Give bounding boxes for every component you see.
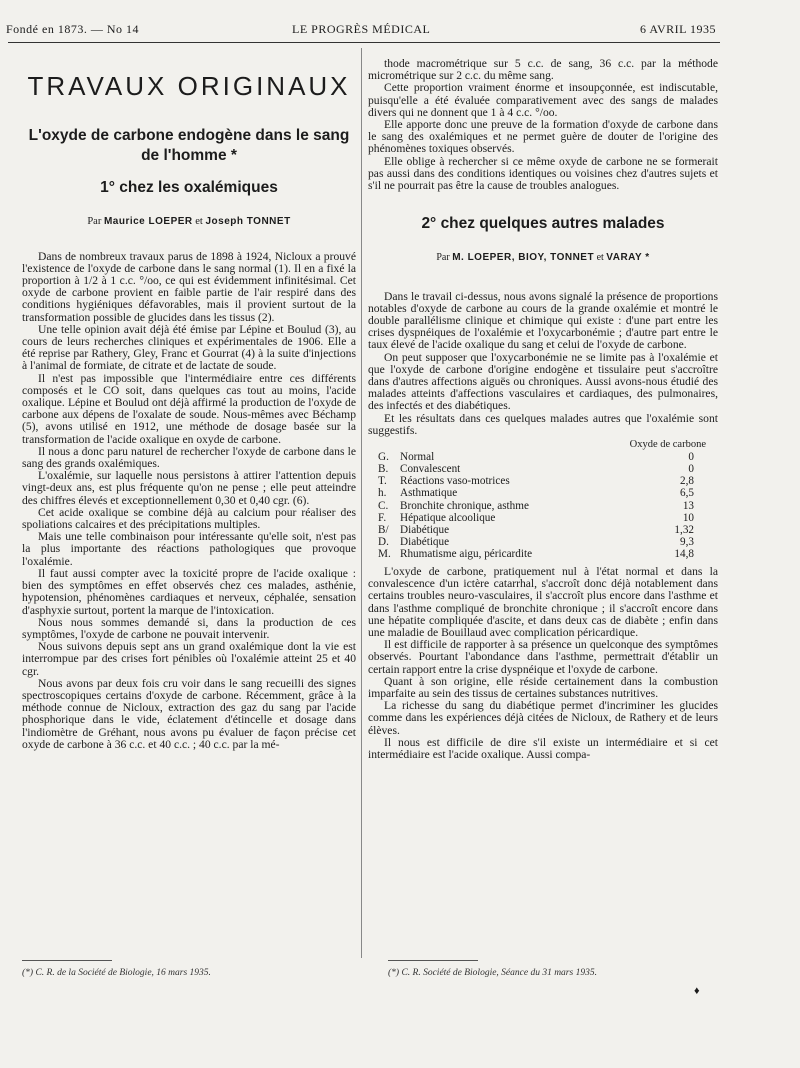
article-subtitle: 1° chez les oxalémiques xyxy=(100,179,278,197)
row-label: Diabétique xyxy=(400,523,450,536)
co-results-table xyxy=(378,439,708,560)
row-value: 10 xyxy=(682,511,694,524)
column-divider xyxy=(361,48,362,958)
paragraph: Nous nous sommes demandé si, dans la production de ces symptômes, l'oxyde de carbone ne pouvait intervenir. xyxy=(22,615,356,641)
article2-byline xyxy=(368,252,718,264)
paragraph: Il est difficile de rapporter à sa présence un quelconque des symptômes observés. Pourtant l'abondance dans l'asthme, permettrait d'établir un certain rapport entre la crise dyspnéique et l'oxyde de carbone. xyxy=(368,638,718,676)
byline-prefix: Par xyxy=(87,216,102,228)
row-value: 2,8 xyxy=(680,475,694,488)
row-label: Normal xyxy=(400,451,435,464)
table-row xyxy=(378,548,708,560)
table-row xyxy=(378,536,708,548)
row-label: Rhumatisme aigu, péricardite xyxy=(400,547,533,560)
row-label: Hépatique alcoolique xyxy=(400,511,496,524)
table-row xyxy=(378,487,708,499)
end-ornament: ♦ xyxy=(694,985,700,997)
paragraph: Et les résultats dans ces quelques malades autres que l'oxalémie sont suggestifs. xyxy=(368,411,718,437)
paragraph: Il n'est pas impossible que l'intermédiaire entre ces différents composés et le CO soit, dans quelques cas tout au moins, l'acide oxalique. Lépine et Boulud ont déjà affirmé la production de l'oxyde de carbone aux dépens de l'oxalate de soude. Nous-mêmes avec Béchamp (5), avons utilisé en 1912, une méthode de dosage basée sur la transformation de l'acide oxalique en oxyde de carbone. xyxy=(22,371,356,446)
paragraph: Nous suivons depuis sept ans un grand oxalémique dont la vie est interrompue par des crises fort pénibles où l'oxalémie atteint 25 et 40 cgr. xyxy=(22,640,356,678)
row-patient: F. xyxy=(378,511,387,524)
row-patient: T. xyxy=(378,475,387,488)
header-rule xyxy=(8,42,720,43)
byline-author-2: Joseph TONNET xyxy=(205,216,291,228)
header-journal-title: LE PROGRÈS MÉDICAL xyxy=(292,22,431,36)
table-row xyxy=(378,512,708,524)
byline-and: et xyxy=(195,216,203,228)
row-patient: h. xyxy=(378,487,387,500)
byline2-authors-2: VARAY * xyxy=(606,252,650,264)
row-patient: G. xyxy=(378,451,389,464)
section-title: TRAVAUX ORIGINAUX xyxy=(27,71,351,101)
row-value: 14,8 xyxy=(674,547,694,560)
byline2-authors-1: M. LOEPER, BIOY, TONNET xyxy=(452,252,595,264)
paragraph: Elle oblige à rechercher si ce même oxyde de carbone ne se formerait pas aussi dans des conditions identiques ou voisines chez d'autres sujets et s'il ne pourrait pas être la cause de troubles analogues. xyxy=(368,154,718,193)
footnote-rule-right xyxy=(388,960,478,961)
paragraph: Cette proportion vraiment énorme et insoupçonnée, est indiscutable, puisqu'elle a été évaluée comparativement avec des sangs de malades divers qui ne donnent que 1 à 4 c.c. °/oo. xyxy=(368,81,718,119)
row-patient: M. xyxy=(378,547,391,560)
row-patient: D. xyxy=(378,535,389,548)
table-header-row xyxy=(378,439,708,451)
row-label: Asthmatique xyxy=(400,487,458,500)
paragraph: Dans le travail ci-dessus, nous avons signalé la présence de proportions notables d'oxyde de carbone au cours de la grande oxalémie et montré le double parallélisme clinique et chimique qui existe : d'une part entre les crises dyspnéiques de l'oxalémie et l'oxycarbonémie ; d'autre part entre le taux élevé de l'acide oxalique du sang et celui de l'oxyde de carbone. xyxy=(368,289,718,352)
byline2-and: et xyxy=(596,252,604,264)
header-founded: Fondé en 1873. — No 14 xyxy=(6,22,139,36)
paragraph: Mais une telle combinaison pour intéressante qu'elle soit, n'est pas la plus importante des réactions pathologiques que provoque l'oxalémie. xyxy=(22,530,356,568)
article2-title: 2° chez quelques autres malades xyxy=(421,215,665,233)
byline-author-1: Maurice LOEPER xyxy=(103,216,193,228)
running-header xyxy=(0,22,800,40)
right-column xyxy=(368,58,718,761)
table-row xyxy=(378,463,708,475)
footnote-right: (*) C. R. Société de Biologie, Séance du 31 mars 1935. xyxy=(388,968,597,978)
right-body-bottom xyxy=(368,566,718,761)
paragraph: L'oxyde de carbone, pratiquement nul à l'état normal et dans la convalescence d'un ictère catarrhal, s'accroît donc déjà notablement dans certains troubles neuro-vasculaires, il s'accroît plus encore dans l'asthme et dans l'asthme compliqué de bronchite chronique ; il s'accroît encore dans une hépatite compliquée d'ascite, et dans deux cas de diabète ; enfin dans une maladie de Bouillaud avec complication péricardique. xyxy=(368,565,718,640)
table-header: Oxyde de carbone xyxy=(629,439,706,451)
table-row xyxy=(378,451,708,463)
header-date: 6 AVRIL 1935 xyxy=(639,22,716,36)
paragraph: L'oxalémie, sur laquelle nous persistons à attirer l'attention depuis vingt-deux ans, est plus fréquente qu'on ne pense ; elle peut atteindre des chiffres élevés et exceptionnellement 0,30 et 0,40 cgr. (6). xyxy=(22,469,356,507)
row-patient: B. xyxy=(378,463,389,476)
row-label: Bronchite chronique, asthme xyxy=(400,499,529,512)
footnote-rule-left xyxy=(22,960,112,961)
left-column xyxy=(22,50,356,751)
row-label: Réactions vaso-motrices xyxy=(400,475,510,488)
paragraph: Dans de nombreux travaux parus de 1898 à 1924, Nicloux a prouvé l'existence de l'oxyde de carbone dans le sang normal (1). Il en a fixé la proportion à 1/2 à 1 c.c. °/oo, ce qui est évidemment infinitésimal. Cet oxyde de carbone provient en faible partie de l'air respiré dans des conditions hygiéniques défavorables, mais il provient surtout de la transformation possible de glucides dans les tissus (2). xyxy=(22,249,356,324)
row-label: Diabétique xyxy=(400,535,450,548)
table-row xyxy=(378,524,708,536)
row-value: 13 xyxy=(682,499,694,512)
paragraph: Une telle opinion avait déjà été émise par Lépine et Boulud (3), au cours de leurs recherches cliniques et expérimentales de 1906. Elle a été reprise par Rathery, Gley, Franc et Gourrat (4) à la suite d'injections à l'animal de formiate, de citrate et de lactate de soude. xyxy=(22,322,356,373)
paragraph: Cet acide oxalique se combine déjà au calcium pour réaliser des spoliations calcaires et des précipitations multiples. xyxy=(22,505,356,532)
article-byline xyxy=(22,216,356,228)
paragraph: Il faut aussi compter avec la toxicité propre de l'acide oxalique : bien des symptômes en effet observés chez ces malades, asthénie, hypotension, phénomènes cardiaques et nerveux, céphalée, sensation d'asphyxie surtout, portent la marque de l'intoxication. xyxy=(22,566,356,617)
paragraph: Il nous est difficile de dire s'il existe un intermédiaire et si cet intermédiaire est l'acide oxalique. Aussi compa- xyxy=(368,735,718,762)
paragraph: Il nous a donc paru naturel de rechercher l'oxyde de carbone dans le sang des grands oxalémiques. xyxy=(22,444,356,471)
table-row xyxy=(378,475,708,487)
footnote-left: (*) C. R. de la Société de Biologie, 16 mars 1935. xyxy=(22,968,211,978)
row-patient: B/ xyxy=(378,523,389,536)
row-value: 0 xyxy=(688,463,694,476)
row-value: 9,3 xyxy=(680,535,694,548)
paragraph: Elle apporte donc une preuve de la formation d'oxyde de carbone dans le sang des oxalémiques et ne permet guère de douter de l'origine des phénomènes toxiques observés. xyxy=(368,118,718,156)
paragraph: La richesse du sang du diabétique permet d'incriminer les glucides comme dans les expériences déjà citées de Nicloux, de Rathery et de leurs élèves. xyxy=(368,699,718,737)
byline2-prefix: Par xyxy=(436,252,450,264)
row-value: 1,32 xyxy=(674,523,694,536)
paragraph: Nous avons par deux fois cru voir dans le sang recueilli des signes spectroscopiques certains d'oxyde de carbone. Récemment, grâce à la méthode connue de Nicloux, extraction des gaz du sang par l'acide phosphorique dans le vide, éclatement d'étincelle et dosage dans l'indiomètre de Gréhant, nous avons pu évaluer de façon précise cet oxyde de carbone à 36 c.c. et 40 c.c. ; 40 c.c. par la mé- xyxy=(22,676,356,751)
paragraph: thode macrométrique sur 5 c.c. de sang, 36 c.c. par la méthode micrométrique sur 2 c.c. du même sang. xyxy=(368,57,718,83)
right-body-top xyxy=(368,58,718,192)
paragraph: On peut supposer que l'oxycarbonémie ne se limite pas à l'oxalémie et que l'oxyde de carbone d'origine endogène et tissulaire peut s'accroître dans d'autres affections aiguës ou chroniques. Aussi avons-nous étudié des malades atteints d'affections vasculaires et cardiaques, des pulmonaires, des infectés et des diabétiques. xyxy=(368,350,718,413)
left-body xyxy=(22,251,356,751)
row-patient: C. xyxy=(378,499,389,512)
paragraph: Quant à son origine, elle réside certainement dans la combustion imparfaite au sein des tissus de certaines substances nutritives. xyxy=(368,674,718,701)
row-value: 0 xyxy=(688,451,694,464)
row-label: Convalescent xyxy=(400,463,461,476)
right-body-mid xyxy=(368,291,718,437)
row-value: 6,5 xyxy=(680,487,694,500)
table-row xyxy=(378,500,708,512)
article-title: L'oxyde de carbone endogène dans le sang de l'homme * xyxy=(28,127,350,165)
